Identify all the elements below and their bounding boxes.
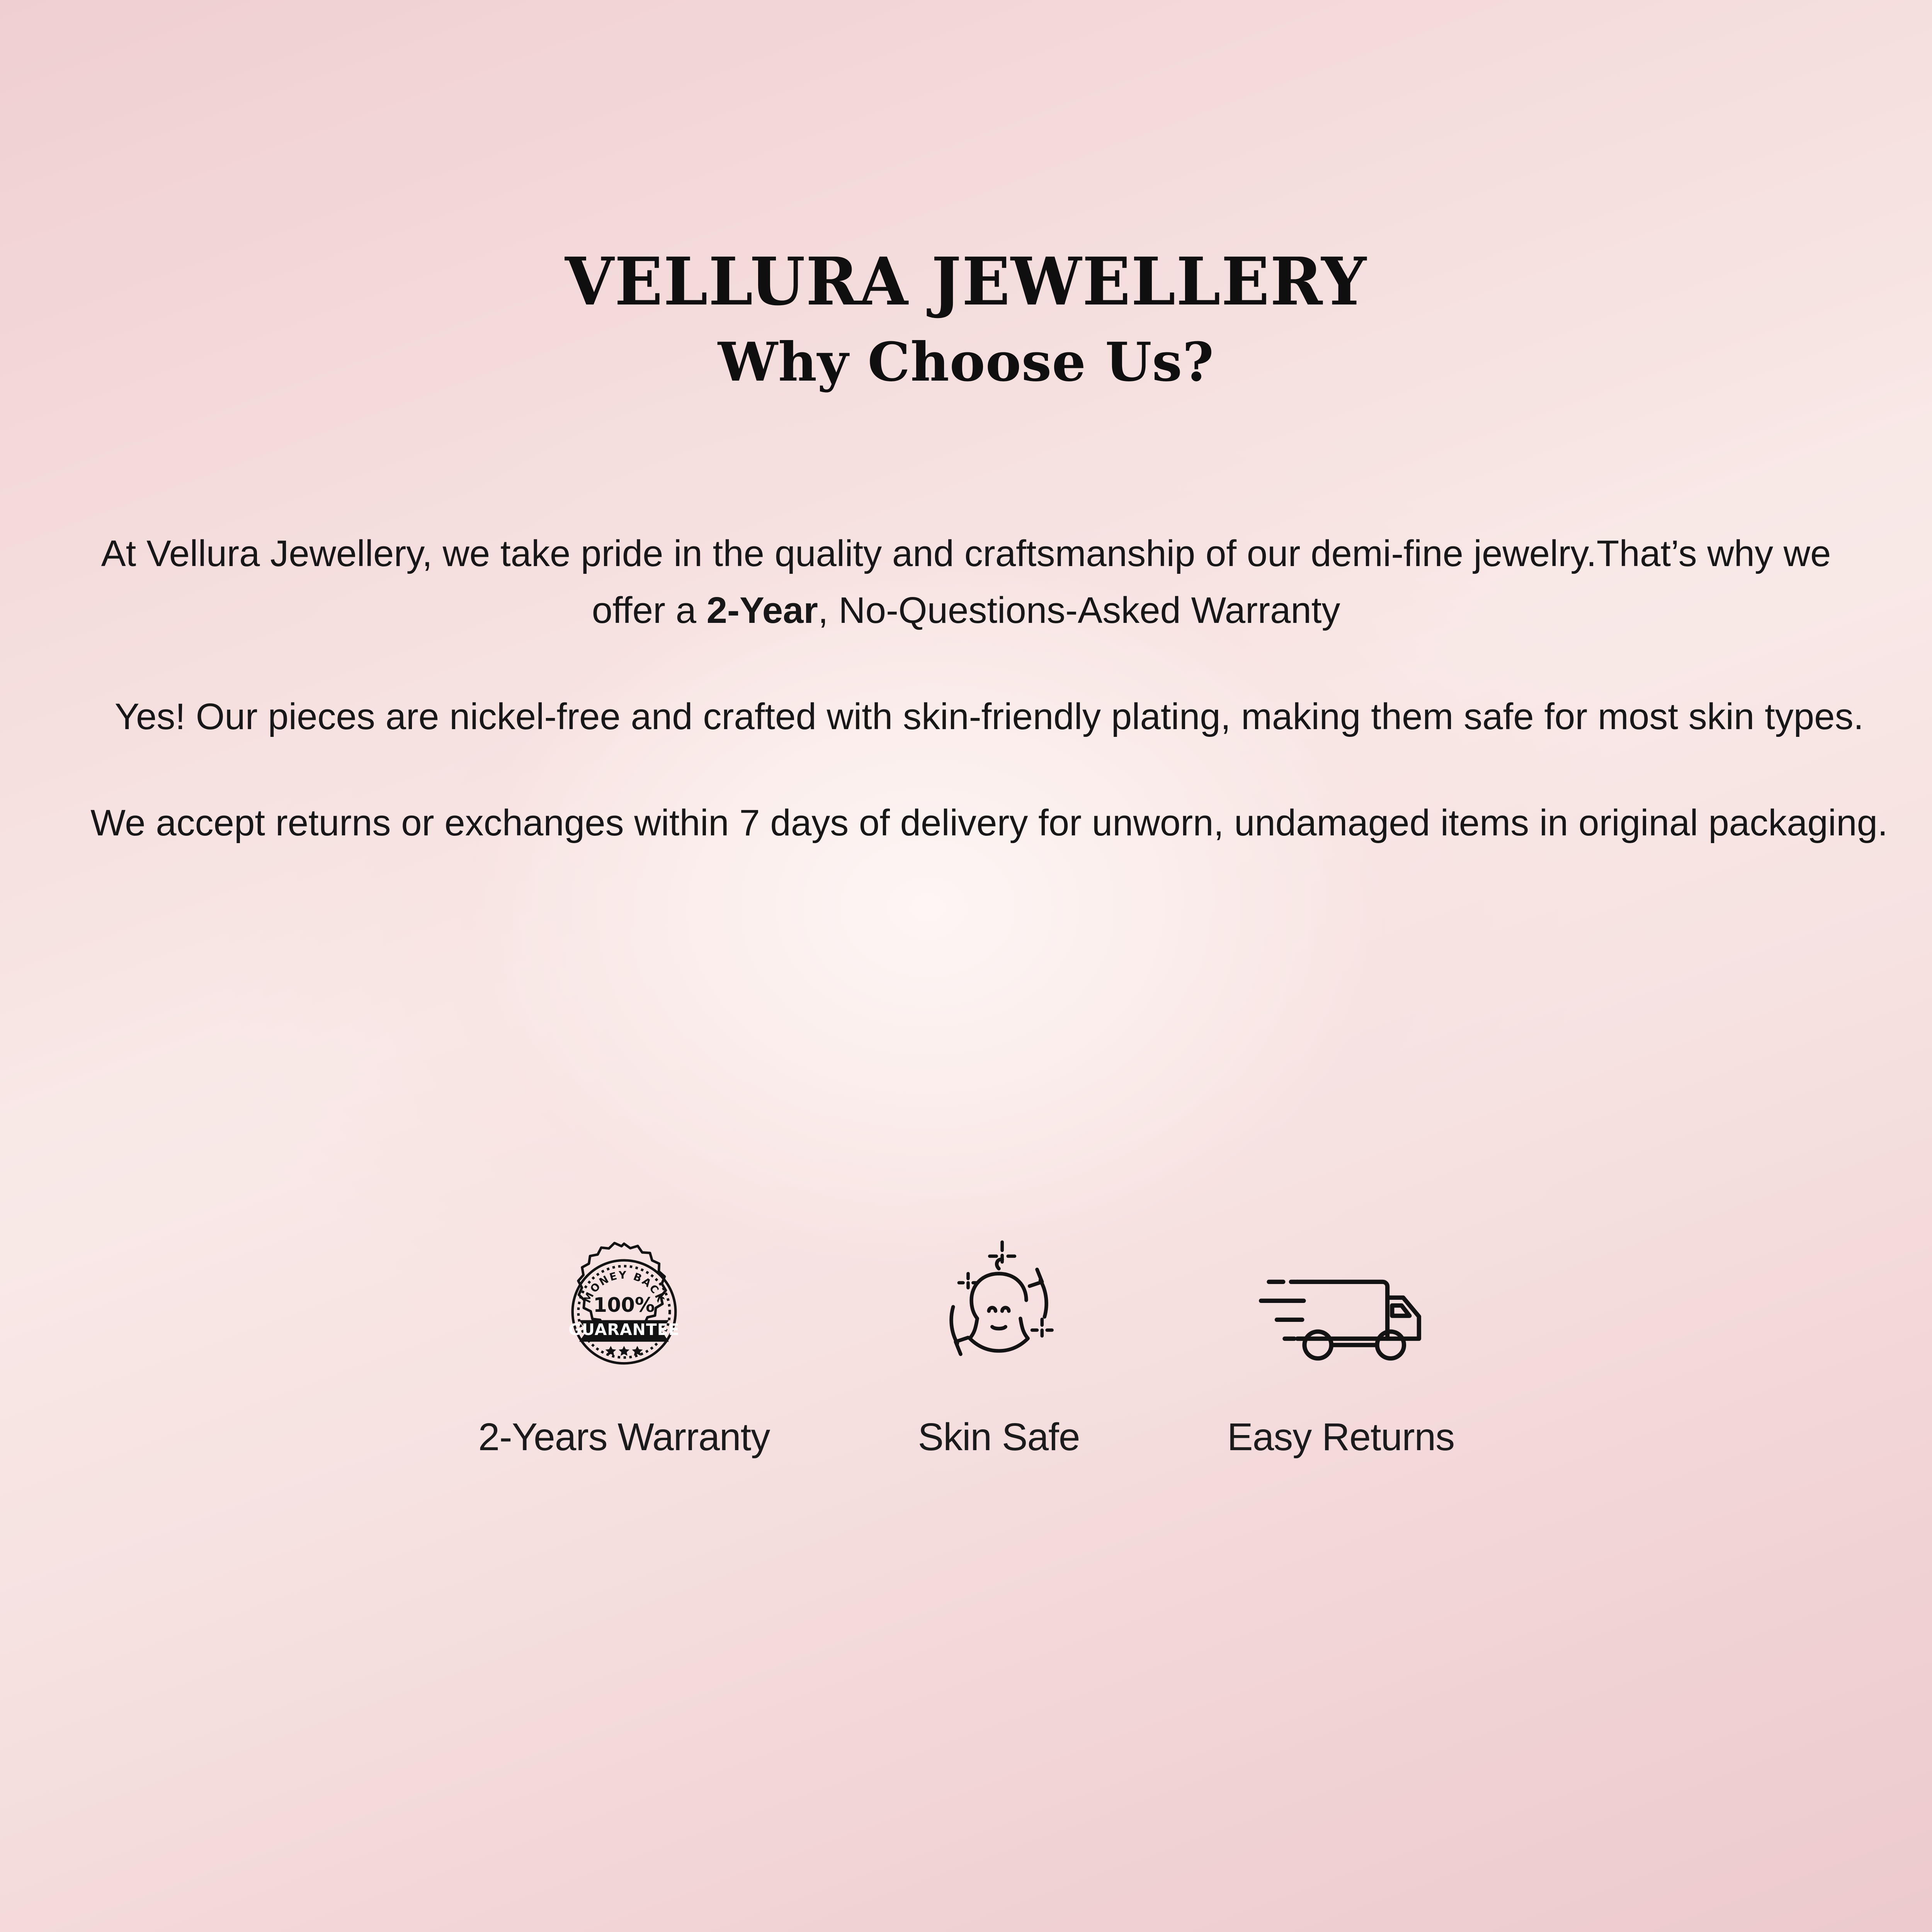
brand-title: VELLURA JEWELLERY	[565, 243, 1367, 320]
paragraph-warranty	[70, 526, 1862, 639]
badge-easy-returns-label: Easy Returns	[1227, 1415, 1455, 1459]
badge-row	[396, 1229, 1536, 1459]
badge-warranty	[396, 1229, 852, 1459]
paragraph-warranty-part1: At Vellura Jewellery, we take pride in the quality and craftsmanship of our demi-fine jewelry.That’s why we offer a	[101, 533, 1831, 631]
badge-skin-safe	[852, 1229, 1146, 1459]
page-subtitle: Why Choose Us?	[718, 330, 1214, 393]
svg-text:MONEY BACK: MONEY BACK	[581, 1269, 667, 1305]
money-back-guarantee-seal-icon	[541, 1229, 707, 1395]
svg-text:GUARANTEE: GUARANTEE	[568, 1320, 680, 1339]
badge-skin-safe-label: Skin Safe	[918, 1415, 1080, 1459]
skin-safe-face-icon	[916, 1229, 1082, 1395]
paragraph-warranty-bold: 2-Year	[706, 589, 818, 631]
paragraph-warranty-part2: , No-Questions-Asked Warranty	[818, 589, 1340, 631]
badge-easy-returns	[1146, 1229, 1536, 1459]
delivery-truck-icon	[1250, 1229, 1432, 1395]
badge-warranty-label: 2-Years Warranty	[478, 1415, 770, 1459]
paragraph-returns: We accept returns or exchanges within 7 days of delivery for unworn, undamaged items in original packaging.	[90, 802, 1888, 844]
heading-block	[0, 243, 1932, 393]
body-copy	[31, 526, 1901, 852]
svg-text:100%: 100%	[593, 1294, 655, 1317]
paragraph-skin-safe: Yes! Our pieces are nickel-free and crafted with skin-friendly plating, making them safe for most skin types.	[114, 696, 1864, 737]
